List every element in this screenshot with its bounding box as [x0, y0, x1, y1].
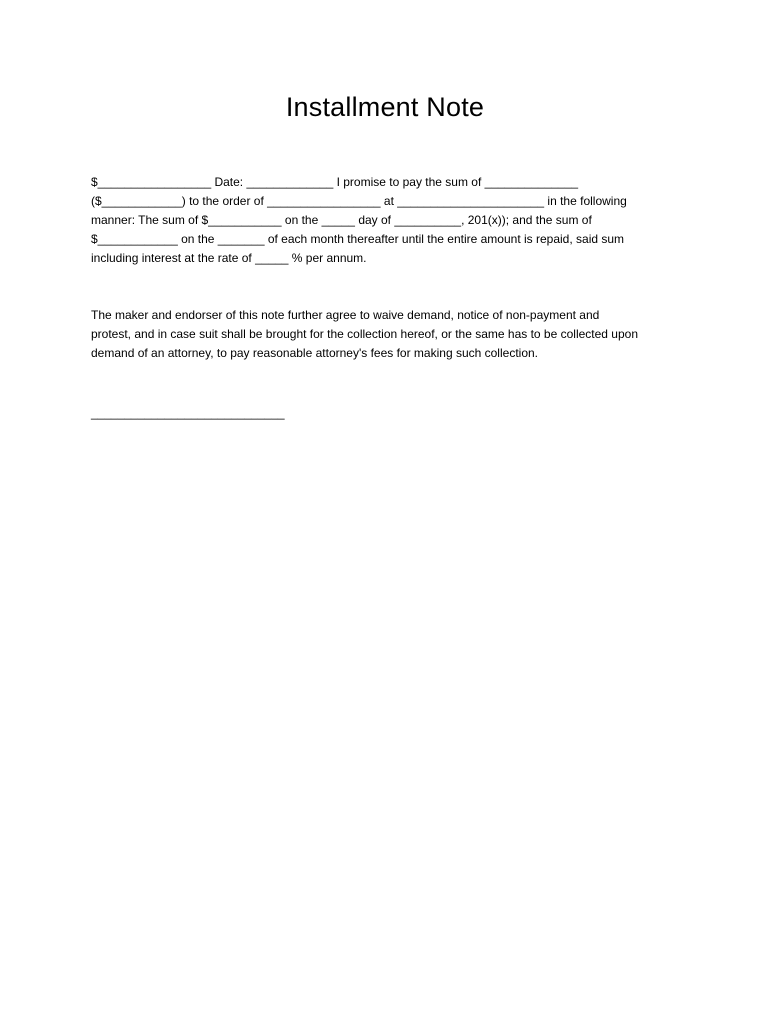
- paragraph-line: $_________________ Date: _____________ I promise to pay the sum of ______________: [91, 175, 579, 189]
- paragraph-line: protest, and in case suit shall be brought for the collection hereof, or the same has to be collected upon: [91, 327, 639, 341]
- paragraph-line: ($____________) to the order of _________________ at ______________________ in the following: [91, 194, 627, 208]
- paragraph-line: demand of an attorney, to pay reasonable attorney's fees for making such collection.: [91, 346, 538, 360]
- paragraph-line: including interest at the rate of _____ % per annum.: [91, 251, 367, 265]
- promise-paragraph: [91, 173, 627, 268]
- paragraph-line: manner: The sum of $___________ on the _____ day of __________, 201(x)); and the sum of: [91, 213, 592, 227]
- paragraph-line: $____________ on the _______ of each month thereafter until the entire amount is repaid, said sum: [91, 232, 625, 246]
- signature-line: _____________________________: [91, 406, 285, 420]
- document-title: Installment Note: [285, 92, 485, 122]
- waiver-paragraph: [91, 306, 638, 363]
- paragraph-line: The maker and endorser of this note further agree to waive demand, notice of non-payment and: [91, 308, 600, 322]
